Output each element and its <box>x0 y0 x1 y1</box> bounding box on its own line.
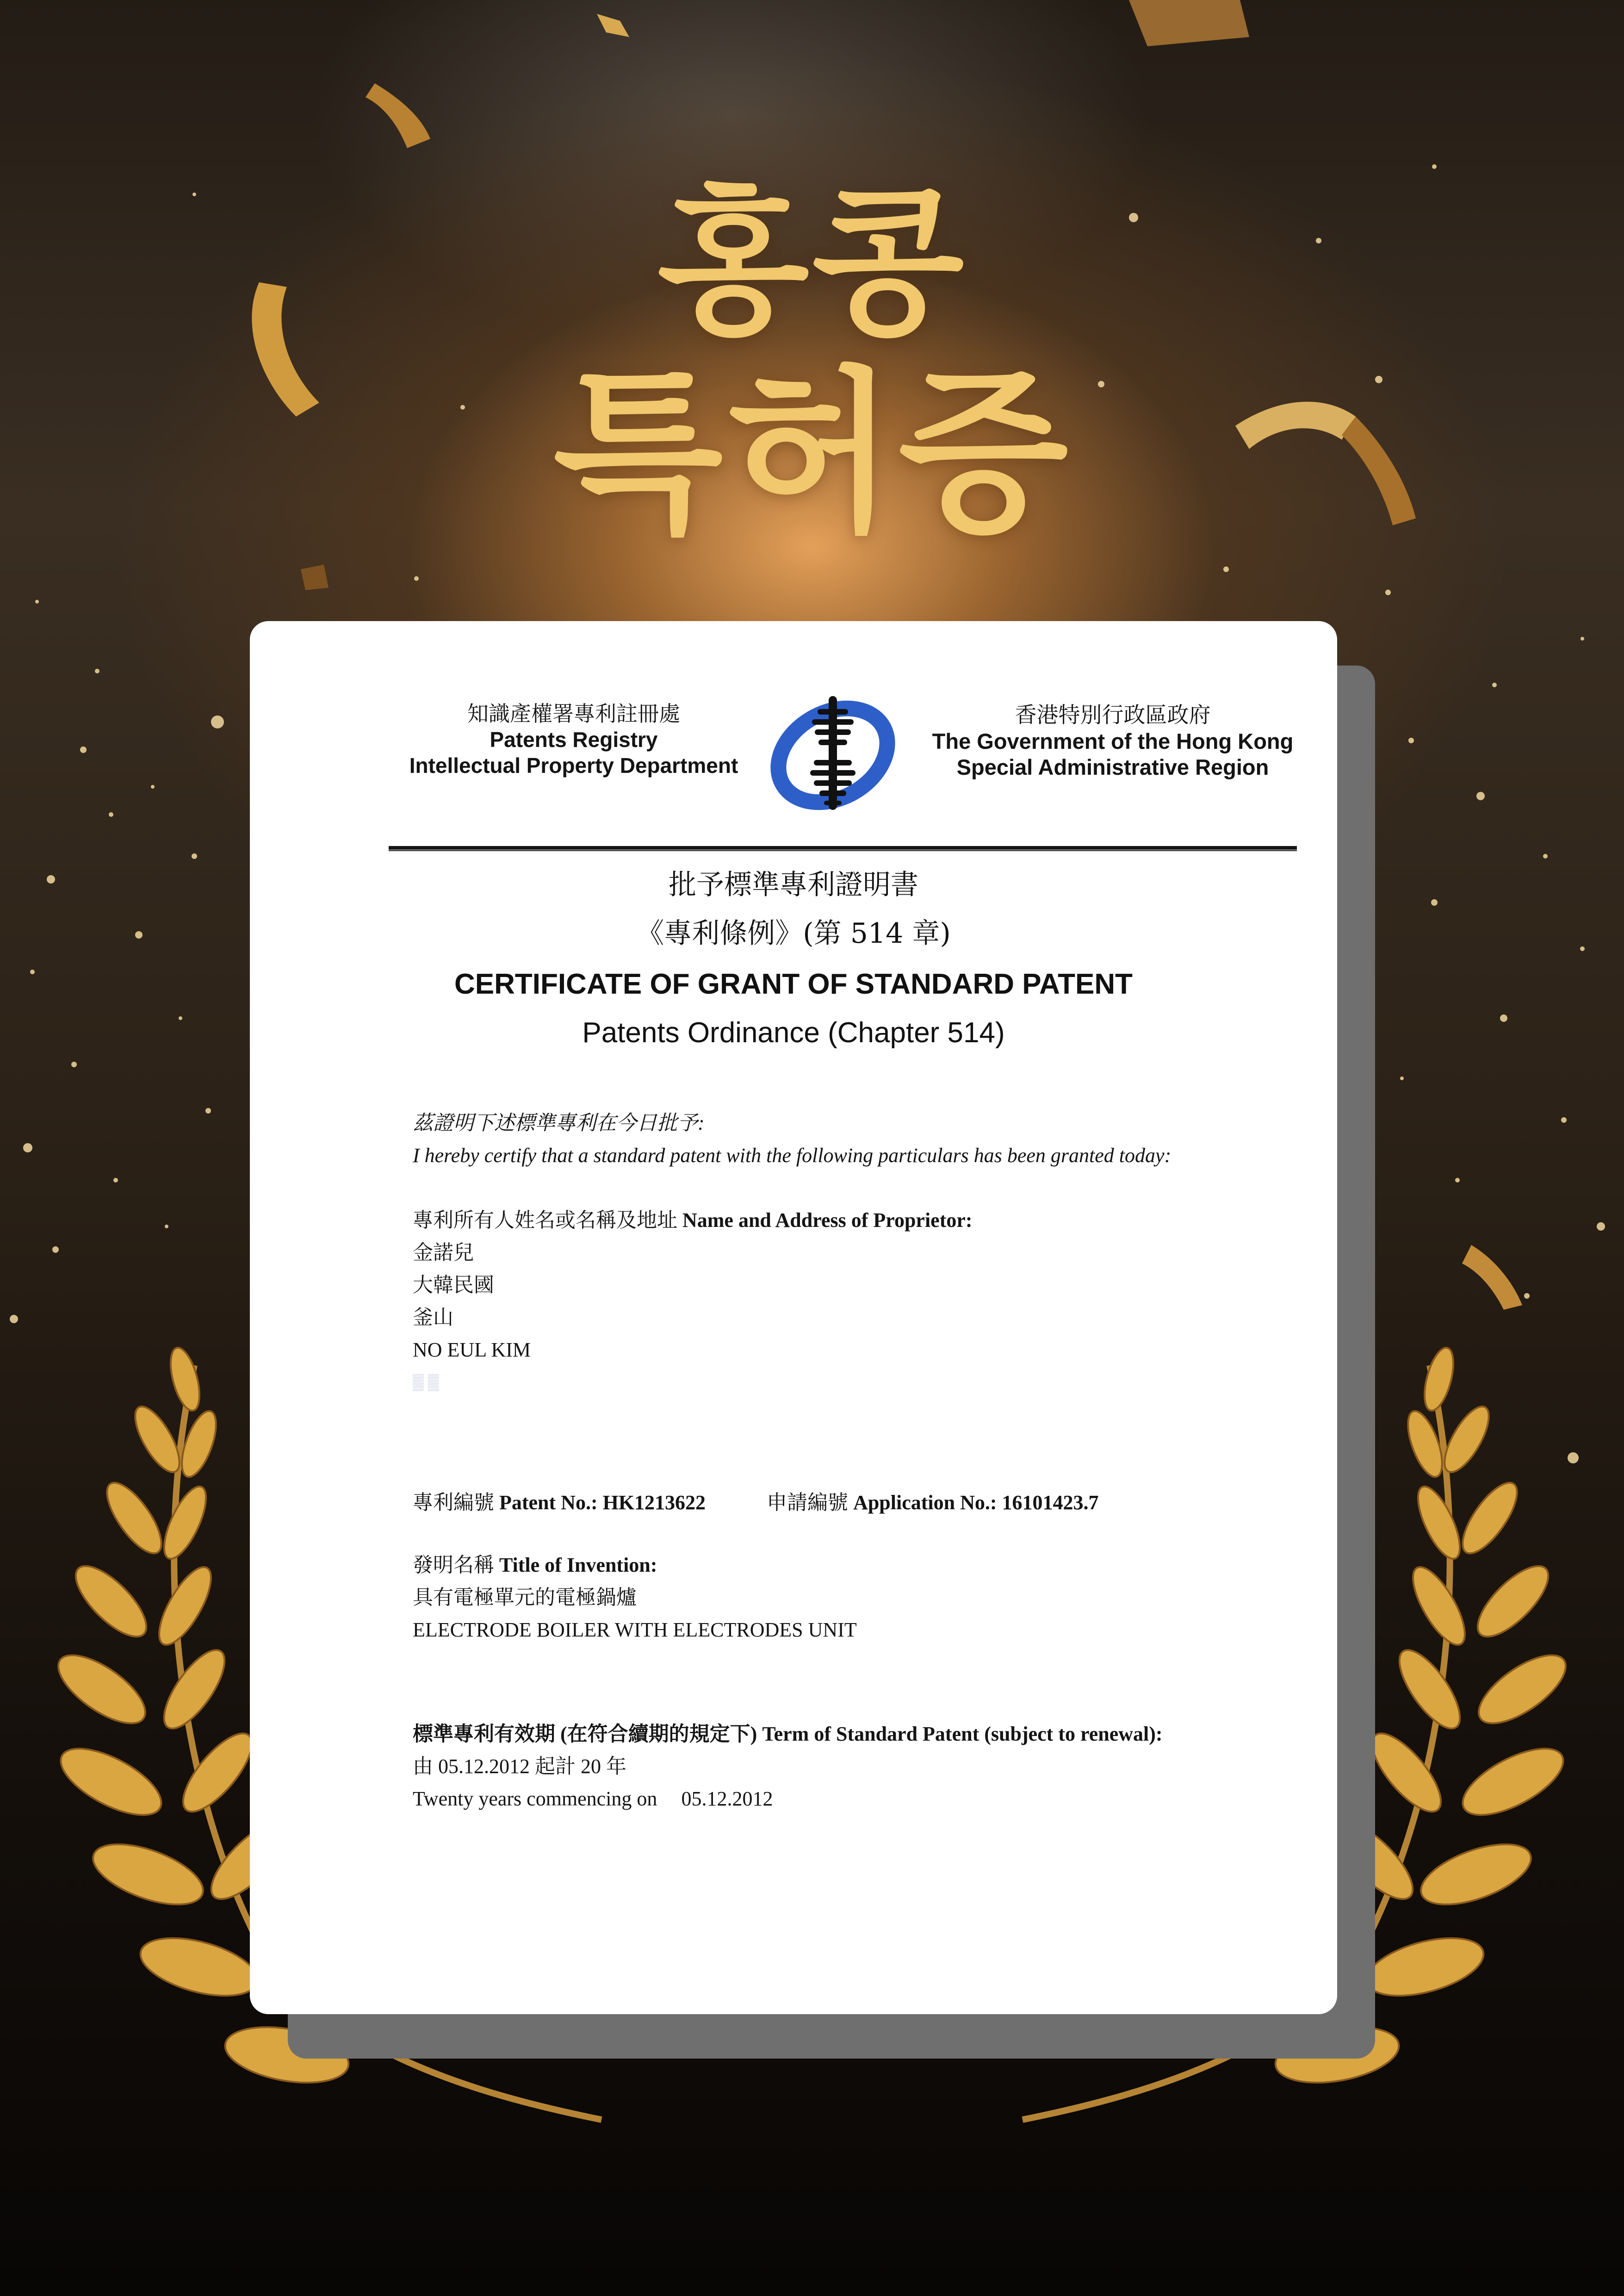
government-header <box>921 703 1305 780</box>
proprietor-line: 釜山 <box>413 1306 453 1329</box>
header-divider <box>389 846 1297 851</box>
ordinance-en: Patents Ordinance (Chapter 514) <box>582 1017 1005 1049</box>
ordinance-zh: 《專利條例》(第 514 章) <box>636 917 951 950</box>
invention-title-en: ELECTRODE BOILER WITH ELECTRODES UNIT <box>413 1618 857 1641</box>
invention-title-zh: 具有電極單元的電極鍋爐 <box>413 1586 637 1609</box>
application-no-value: 16101423.7 <box>1002 1491 1099 1514</box>
patent-numbers-row <box>413 1487 1292 1519</box>
patent-no-label-en: Patent No.: <box>499 1491 598 1514</box>
headline-line-1: 홍콩 <box>657 172 967 355</box>
certification-statement <box>413 1107 1292 1172</box>
certify-text-en: I hereby certify that a standard patent with the following particulars has been granted today: <box>413 1144 1172 1167</box>
invention-section <box>413 1549 1292 1646</box>
term-section <box>413 1718 1292 1815</box>
proprietor-label <box>413 1204 1292 1237</box>
term-prefix: Twenty years commencing on <box>413 1787 657 1810</box>
proprietor-line: 金諾兒 <box>413 1241 474 1264</box>
patents-registry-header <box>393 701 754 778</box>
certificate-title-en: CERTIFICATE OF GRANT OF STANDARD PATENT <box>454 968 1133 1000</box>
term-text-zh: 由 05.12.2012 起計 20 年 <box>413 1755 626 1778</box>
invention-label-zh: 發明名稱 <box>413 1554 494 1576</box>
faded-mark: ▒ ▒ <box>413 1374 439 1391</box>
application-no-label-en: Application No.: <box>853 1491 997 1514</box>
certificate-title-block <box>250 862 1337 1056</box>
government-name-en-1: The Government of the Hong Kong <box>932 729 1294 753</box>
registry-name-en: Patents Registry <box>490 728 658 752</box>
invention-label <box>413 1549 1292 1581</box>
registry-name-zh: 知識產權署專利註冊處 <box>467 701 680 726</box>
invention-label-en: Title of Invention: <box>499 1554 657 1576</box>
proprietor-line: NO EUL KIM <box>413 1338 531 1361</box>
proprietor-label-en: Name and Address of Proprietor: <box>682 1209 973 1232</box>
term-date: 05.12.2012 <box>681 1787 773 1810</box>
term-label-en: Term of Standard Patent (subject to renewal): <box>762 1723 1163 1745</box>
proprietor-section <box>413 1204 1292 1399</box>
department-name-en: Intellectual Property Department <box>409 753 738 778</box>
application-no-label-zh: 申請編號 <box>767 1491 849 1514</box>
term-label-zh: 標準專利有效期 (在符合續期的規定下) <box>413 1723 757 1745</box>
proprietor-line: 大韓民國 <box>413 1274 494 1296</box>
certificate-title-zh: 批予標準專利證明書 <box>669 869 918 901</box>
term-text-en <box>413 1783 1292 1815</box>
certify-text-zh: 茲證明下述標準專利在今日批予: <box>413 1112 705 1134</box>
term-label <box>413 1718 1292 1750</box>
proprietor-label-zh: 專利所有人姓名或名稱及地址 <box>413 1209 677 1232</box>
government-name-en-2: Special Administrative Region <box>956 755 1269 779</box>
hksar-emblem-logo <box>766 691 900 815</box>
patent-no-label-zh: 專利編號 <box>413 1491 494 1514</box>
headline-line-2: 특허증 <box>553 351 1071 556</box>
patent-no-value: HK1213622 <box>602 1491 706 1514</box>
korean-headline <box>0 171 1624 556</box>
government-name-zh: 香港特別行政區政府 <box>1015 703 1211 728</box>
patent-certificate <box>250 621 1337 2014</box>
